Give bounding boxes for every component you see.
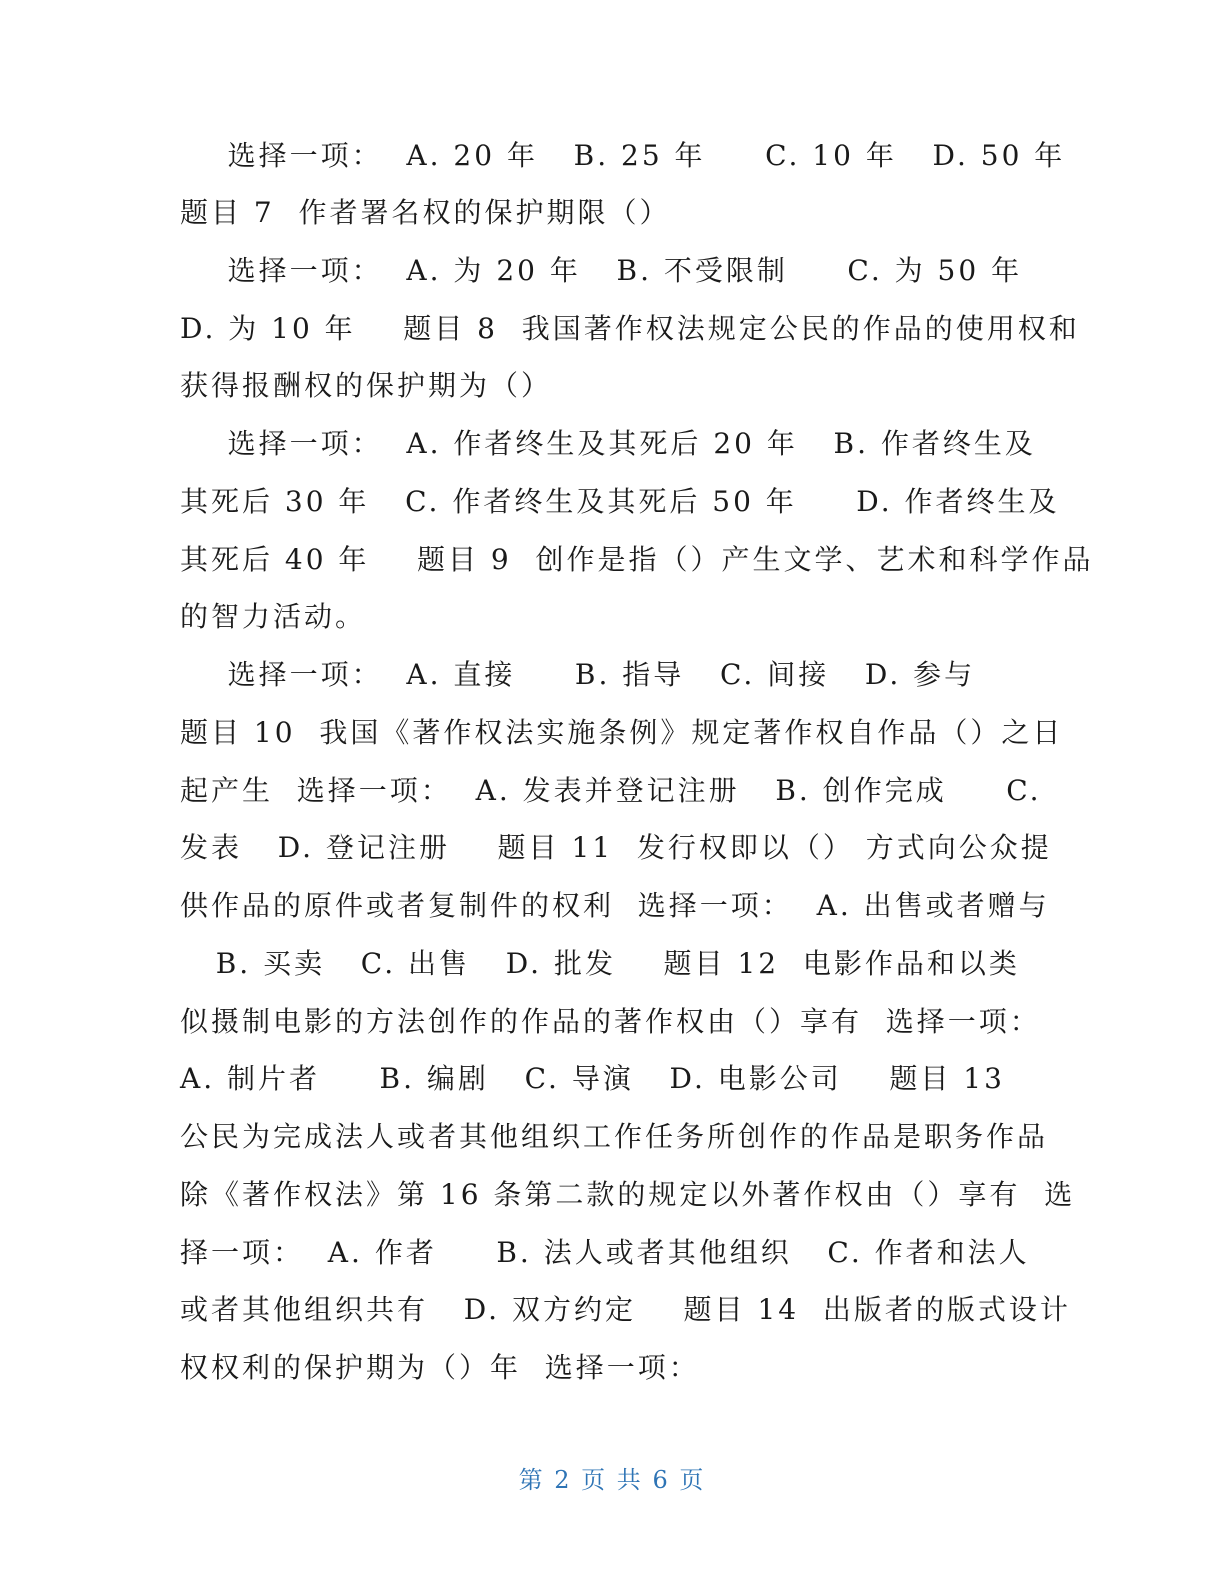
text-line-8: 其死后 40 年 题目 9 创作是指（）产生文学、艺术和科学作品 (180, 543, 1094, 576)
text-line-22: 权权利的保护期为（）年 选择一项： (180, 1351, 700, 1384)
text-line-13: 发表 D. 登记注册 题目 11 发行权即以（） 方式向公众提 (180, 831, 1052, 864)
text-line-4: D. 为 10 年 题目 8 我国著作权法规定公民的作品的使用权和 (180, 312, 1080, 345)
text-line-15: B. 买卖 C. 出售 D. 批发 题目 12 电影作品和以类 (180, 947, 1020, 980)
text-line-21: 或者其他组织共有 D. 双方约定 题目 14 出版者的版式设计 (180, 1293, 1071, 1326)
text-line-19: 除《著作权法》第 16 条第二款的规定以外著作权由（）享有 选 (180, 1178, 1076, 1211)
text-line-3: 选择一项： A. 为 20 年 B. 不受限制 C. 为 50 年 (180, 254, 1023, 287)
text-line-5: 获得报酬权的保护期为（） (180, 369, 553, 402)
text-line-16: 似摄制电影的方法创作的作品的著作权由（）享有 选择一项： (180, 1005, 1041, 1038)
text-line-18: 公民为完成法人或者其他组织工作任务所创作的作品是职务作品 (180, 1120, 1049, 1153)
text-line-10: 选择一项： A. 直接 B. 指导 C. 间接 D. 参与 (180, 658, 976, 691)
text-line-2: 题目 7 作者署名权的保护期限（） (180, 196, 671, 229)
text-line-6: 选择一项： A. 作者终生及其死后 20 年 B. 作者终生及 (180, 427, 1036, 460)
text-line-7: 其死后 30 年 C. 作者终生及其死后 50 年 D. 作者终生及 (180, 485, 1060, 518)
text-line-12: 起产生 选择一项： A. 发表并登记注册 B. 创作完成 C. (180, 774, 1042, 807)
text-line-20: 择一项： A. 作者 B. 法人或者其他组织 C. 作者和法人 (180, 1236, 1030, 1269)
text-line-11: 题目 10 我国《著作权法实施条例》规定著作权自作品（）之日 (180, 716, 1064, 749)
text-line-1: 选择一项： A. 20 年 B. 25 年 C. 10 年 D. 50 年 (180, 139, 1066, 172)
text-line-14: 供作品的原件或者复制件的权利 选择一项： A. 出售或者赠与 (180, 889, 1050, 922)
text-line-17: A. 制片者 B. 编剧 C. 导演 D. 电影公司 题目 13 (180, 1062, 1005, 1095)
text-line-9: 的智力活动。 (180, 600, 367, 633)
page-number-footer: 第 2 页 共 6 页 (518, 1466, 706, 1494)
